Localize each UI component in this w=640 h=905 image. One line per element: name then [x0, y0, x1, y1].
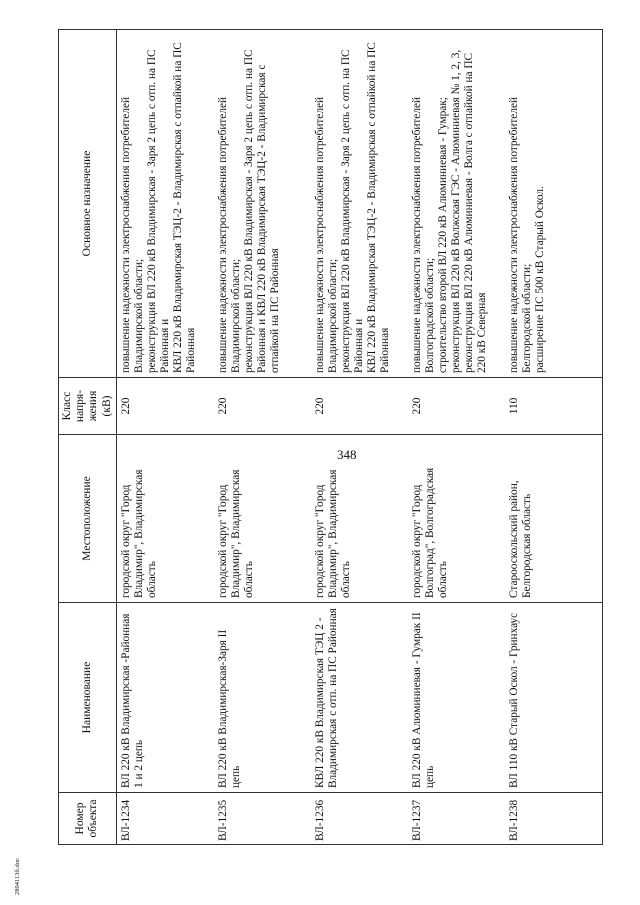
header-number: Номер объекта	[59, 793, 117, 845]
object-number-cell: ВЛ-1238	[505, 793, 603, 845]
object-location-cell: городской округ "Город Владимир", Владимирская область	[116, 435, 214, 603]
purpose-line: повышение надежности электроснабжения потребителей Волгоградской области;	[410, 96, 436, 373]
purpose-line: строительство второй ВЛ 220 кВ Алюминиевая - Гумрак;	[437, 97, 450, 373]
object-purpose-cell	[214, 30, 311, 378]
table-row	[311, 30, 408, 845]
header-location: Местоположение	[59, 435, 117, 603]
table-row	[116, 30, 214, 845]
objects-table	[58, 29, 603, 845]
object-name-cell: ВЛ 110 кВ Старый Оскол - Гринхаус	[505, 603, 603, 793]
object-purpose-cell	[505, 30, 603, 378]
page-number: 348	[337, 447, 357, 462]
footer-doc-code: 2804113б.doc	[14, 858, 21, 895]
table-header-row	[59, 30, 117, 845]
purpose-line: реконструкция ВЛ 220 кВ Волжская ГЭС - Алюминиевая № 1, 2, 3, реконструкция ВЛ 220 кВ Алюминиевая - Волга с отпайкой на ПС 220 кВ Северная	[450, 49, 489, 373]
header-name: Наименование	[59, 603, 117, 793]
object-location-cell: Старооскольский район, Белгородская область	[505, 435, 603, 603]
table-row	[505, 30, 603, 845]
purpose-line: расширение ПС 500 кВ Старый Оскол.	[534, 186, 547, 373]
purpose-line: КВЛ 220 кВ Владимирская ТЭЦ-2 - Владимирская с отпайкой на ПС Районная	[172, 42, 198, 373]
object-number-cell: ВЛ-1234	[116, 793, 214, 845]
header-voltage: Класс напря-жения (кВ)	[59, 378, 117, 435]
rotated-table-container	[58, 30, 553, 845]
object-purpose-cell	[311, 30, 408, 378]
purpose-line: повышение надежности электроснабжения потребителей Белгородской области;	[507, 96, 533, 373]
object-voltage-cell: 220	[214, 378, 311, 435]
object-location-cell: городской округ "Город Волгоград", Волгоградская область	[408, 435, 505, 603]
table-row	[408, 30, 505, 845]
object-name-cell: ВЛ 220 кВ Алюминиевая - Гумрак II цепь	[408, 603, 505, 793]
purpose-line: реконструкция ВЛ 220 кВ Владимирская - Заря 2 цепь с отп. на ПС Районная и	[146, 49, 172, 373]
purpose-line: реконструкция ВЛ 220 кВ Владимирская - Заря 2 цепь с отп. на ПС Районная и	[340, 49, 366, 373]
object-name-cell: ВЛ 220 кВ Владимирская-Заря II цепь	[214, 603, 311, 793]
object-voltage-cell: 220	[311, 378, 408, 435]
purpose-line: повышение надежности электроснабжения потребителей Владимирской области;	[119, 96, 145, 373]
object-purpose-cell	[116, 30, 214, 378]
purpose-line: реконструкция ВЛ 220 кВ Владимирская - Заря 2 цепь с отп. на ПС Районная и КВЛ 220 кВ Владимирская ТЭЦ-2 - Владимирская с отпайкой на ПС Районная	[243, 49, 282, 373]
object-name-cell: КВЛ 220 кВ Владимирская ТЭЦ 2 - Владимирская с отп. на ПС Районная	[311, 603, 408, 793]
object-location-cell: городской округ "Город Владимир", Владимирская область	[214, 435, 311, 603]
object-name-cell: ВЛ 220 кВ Владимирская -Районная 1 и 2 цепь	[116, 603, 214, 793]
object-number-cell: ВЛ-1237	[408, 793, 505, 845]
purpose-line: повышение надежности электроснабжения потребителей Владимирской области;	[313, 96, 339, 373]
purpose-line: КВЛ 220 кВ Владимирская ТЭЦ-2 - Владимирская с отпайкой на ПС Районная	[366, 42, 392, 373]
object-voltage-cell: 110	[505, 378, 603, 435]
object-number-cell: ВЛ-1236	[311, 793, 408, 845]
object-voltage-cell: 220	[408, 378, 505, 435]
object-location-cell: городской округ "Город Владимир", Владимирская область	[311, 435, 408, 603]
header-purpose: Основное назначение	[59, 30, 117, 378]
object-number-cell: ВЛ-1235	[214, 793, 311, 845]
object-purpose-cell	[408, 30, 505, 378]
table-row	[214, 30, 311, 845]
object-voltage-cell: 220	[116, 378, 214, 435]
purpose-line: повышение надежности электроснабжения потребителей Владимирской области;	[216, 96, 242, 373]
